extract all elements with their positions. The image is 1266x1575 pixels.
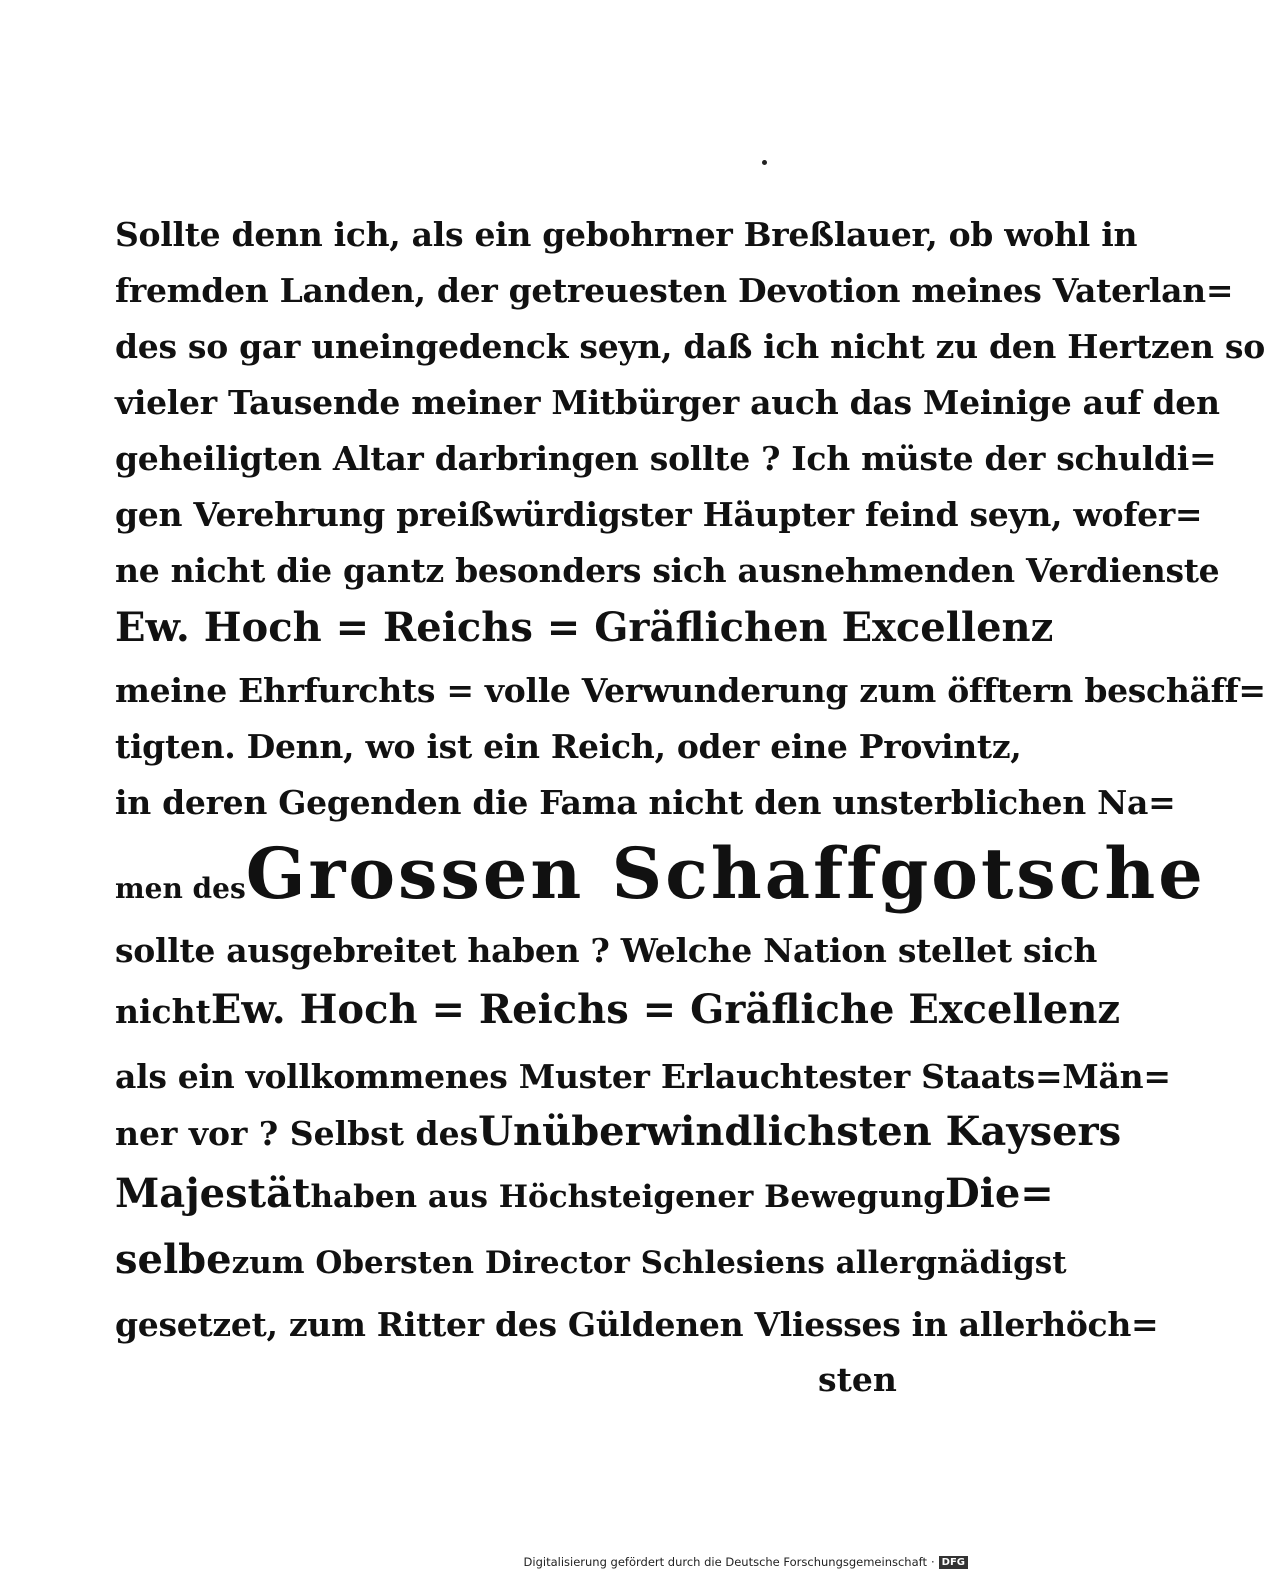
text-line-10: tigten. Denn, wo ist ein Reich, oder eine Provintz, <box>115 727 1022 766</box>
text-line-2: fremden Landen, der getreuesten Devotion meines Vaterlan= <box>115 271 1234 310</box>
line-17-end: Die= <box>944 1170 1054 1217</box>
text-line-17 <box>115 1170 1054 1226</box>
text-line-16 <box>115 1108 1122 1164</box>
text-line-6: gen Verehrung preißwürdigster Häupter feind seyn, wofer= <box>115 495 1203 534</box>
text-line-4: vieler Tausende meiner Mitbürger auch das Meinige auf den <box>115 383 1220 422</box>
text-line-7: ne nicht die gantz besonders sich ausnehmenden Verdienste <box>115 551 1220 590</box>
text-line-11: in deren Gegenden die Fama nicht den unsterblichen Na= <box>115 783 1176 822</box>
text-line-19: gesetzet, zum Ritter des Güldenen Vliesses in allerhöch= <box>115 1305 1159 1344</box>
text-line-9: meine Ehrfurchts = volle Verwunderung zum öfftern beschäff= <box>115 671 1266 710</box>
line-16-prefix: ner vor ? Selbst des <box>115 1114 479 1153</box>
line-12-name: Grossen Schaffgotsche <box>245 832 1206 915</box>
line-18-rest: zum Obersten Director Schlesiens allergnädigst <box>231 1245 1067 1281</box>
line-18-emph: selbe <box>115 1236 232 1283</box>
text-line-8-heading: Ew. Hoch = Reichs = Gräflichen Excellenz <box>115 604 1054 651</box>
text-line-15: als ein vollkommenes Muster Erlauchtester Staats=Män= <box>115 1057 1171 1096</box>
line-14-title: Ew. Hoch = Reichs = Gräfliche Excellenz <box>210 986 1121 1033</box>
line-16-emph: Unüberwindlichsten Kaysers <box>478 1108 1122 1155</box>
line-14-prefix: nicht <box>115 992 211 1031</box>
text-line-12-name <box>115 832 1206 922</box>
catchword: sten <box>818 1360 897 1399</box>
line-12-prefix: men des <box>115 872 246 905</box>
text-line-13: sollte ausgebreitet haben ? Welche Nation stellet sich <box>115 931 1098 970</box>
text-line-1: Sollte denn ich, als ein gebohrner Breßlauer, ob wohl in <box>115 215 1138 254</box>
text-line-3: des so gar uneingedenck seyn, daß ich nicht zu den Hertzen so <box>115 327 1265 366</box>
line-17-emph: Majestät <box>115 1170 311 1217</box>
dfg-logo: DFG <box>939 1556 968 1569</box>
text-line-18 <box>115 1236 1067 1292</box>
line-17-middle: haben aus Höchsteigener Bewegung <box>310 1179 945 1215</box>
text-line-14 <box>115 986 1121 1042</box>
text-line-5: geheiligten Altar darbringen sollte ? Ich müste der schuldi= <box>115 439 1217 478</box>
page-mark-dot <box>762 160 767 165</box>
digitization-footer: Digitalisierung gefördert durch die Deutsche Forschungsgemeinschaft · DFG <box>524 1555 968 1569</box>
footer-text: Digitalisierung gefördert durch die Deutsche Forschungsgemeinschaft <box>523 1555 927 1569</box>
